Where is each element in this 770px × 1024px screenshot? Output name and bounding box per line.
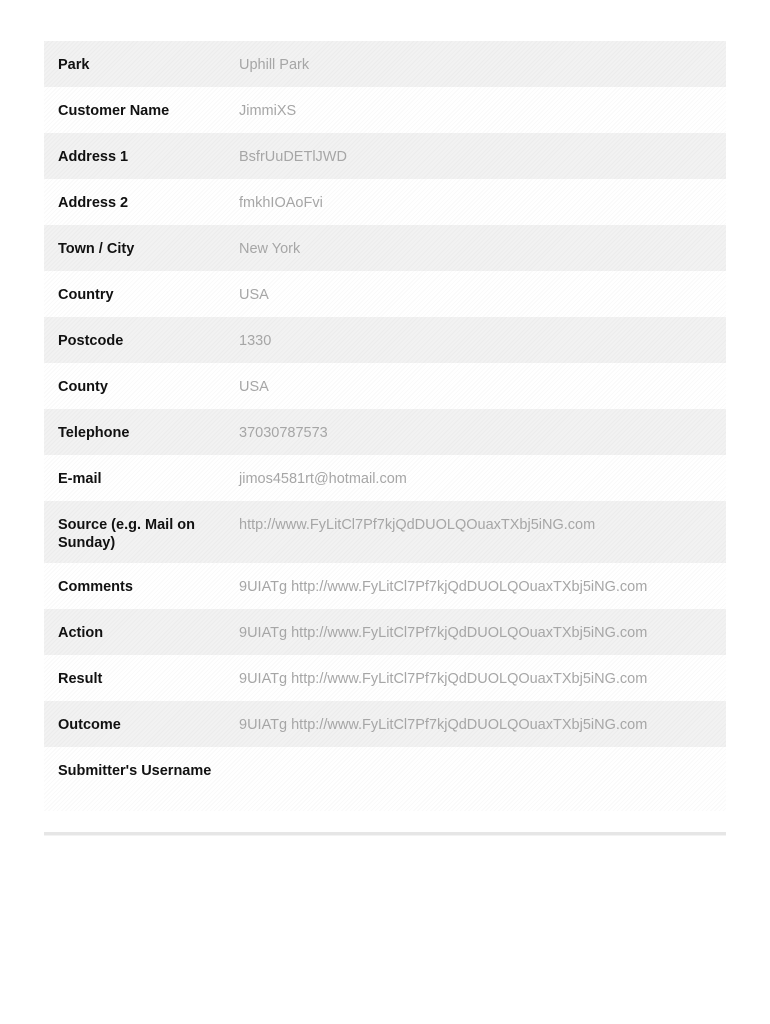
field-value: 9UIATg http://www.FyLitCl7Pf7kjQdDUOLQOuaxTXbj5iNG.com [239,717,648,733]
field-label: Park [58,57,90,73]
field-label: Comments [58,579,133,595]
field-value: fmkhIOAoFvi [239,195,323,211]
field-value: Uphill Park [239,57,310,73]
row-source [44,501,726,563]
field-value: New York [239,241,301,257]
row-comments [44,563,726,609]
field-label: E-mail [58,471,102,487]
field-label: Customer Name [58,103,170,119]
field-value: 9UIATg http://www.FyLitCl7Pf7kjQdDUOLQOuaxTXbj5iNG.com [239,579,648,595]
field-label: Postcode [58,333,124,349]
field-value: http://www.FyLitCl7Pf7kjQdDUOLQOuaxTXbj5iNG.com [239,517,596,533]
field-label: Submitter's Username [58,763,212,779]
field-label: Country [58,287,114,303]
row-submitter-username [44,747,726,811]
field-value: USA [239,379,269,395]
field-label: Action [58,625,104,641]
row-action [44,609,726,655]
row-outcome [44,701,726,747]
field-label: County [58,379,108,395]
row-address-2 [44,179,726,225]
row-town-city [44,225,726,271]
row-result [44,655,726,701]
field-value: USA [239,287,269,303]
field-value: JimmiXS [239,103,297,119]
field-value: 1330 [239,333,272,349]
field-label: Telephone [58,425,130,441]
row-telephone [44,409,726,455]
row-county [44,363,726,409]
submission-details-table [44,41,726,811]
field-label: Source (e.g. Mail on Sunday) [58,517,195,551]
field-label: Town / City [58,241,135,257]
field-value: BsfrUuDETlJWD [239,149,347,165]
field-value: 9UIATg http://www.FyLitCl7Pf7kjQdDUOLQOuaxTXbj5iNG.com [239,671,648,687]
field-value: jimos4581rt@hotmail.com [239,471,407,487]
row-customer-name [44,87,726,133]
field-value: 9UIATg http://www.FyLitCl7Pf7kjQdDUOLQOuaxTXbj5iNG.com [239,625,648,641]
field-label: Address 2 [58,195,129,211]
row-email [44,455,726,501]
field-label: Outcome [58,717,121,733]
field-value: 37030787573 [239,425,328,441]
row-country [44,271,726,317]
row-park [44,41,726,87]
row-postcode [44,317,726,363]
row-address-1 [44,133,726,179]
section-divider [44,832,726,836]
field-label: Address 1 [58,149,129,165]
field-label: Result [58,671,103,687]
